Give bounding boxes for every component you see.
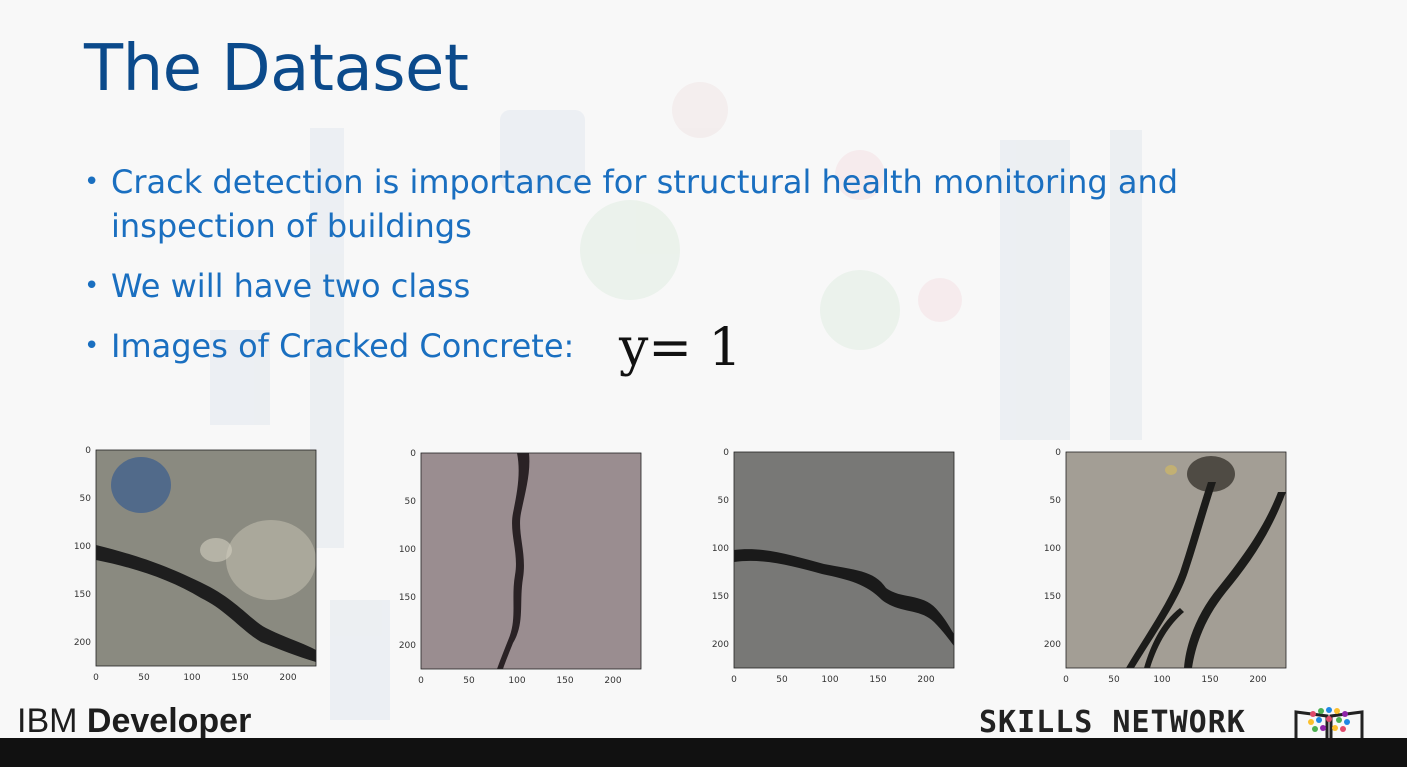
skills-network-book-icon	[1293, 706, 1365, 738]
x-tick-label: 50	[463, 676, 475, 686]
y-tick-label: 100	[73, 542, 91, 552]
x-tick-label: 50	[138, 673, 150, 683]
ibm-developer-logo	[17, 702, 251, 738]
chip-mark	[1165, 465, 1177, 475]
bullet-text: Crack detection is importance for structural health monitoring and inspection of buildings	[111, 163, 1179, 245]
watermark-shape	[330, 600, 390, 720]
x-tick-label: 150	[231, 673, 249, 683]
image-panel-3	[710, 446, 970, 686]
image-plot	[397, 447, 657, 687]
image-panel-4	[1042, 446, 1302, 686]
book-dots	[1308, 707, 1350, 732]
y-tick-label: 100	[1043, 544, 1061, 554]
y-tick-label: 150	[711, 592, 729, 602]
y-tick-label: 150	[73, 590, 91, 600]
y-tick-label: 200	[398, 641, 416, 651]
pale-patch	[200, 538, 232, 562]
x-tick-label: 50	[776, 675, 788, 685]
slide-title: The Dataset	[84, 32, 469, 106]
y-tick-label: 200	[73, 638, 91, 648]
y-tick-label: 200	[711, 640, 729, 650]
y-tick-label: 50	[1049, 496, 1061, 506]
skills-network-label: SKILLS NETWORK	[979, 705, 1246, 738]
y-tick-label: 200	[1043, 640, 1061, 650]
x-tick-label: 200	[917, 675, 935, 685]
x-tick-label: 0	[93, 673, 99, 683]
x-tick-label: 150	[1201, 675, 1219, 685]
y-tick-label: 0	[85, 446, 91, 456]
x-tick-label: 150	[869, 675, 887, 685]
x-tick-label: 50	[1108, 675, 1120, 685]
bullet-dot: •	[84, 167, 100, 197]
x-tick-label: 200	[1249, 675, 1267, 685]
x-tick-label: 0	[731, 675, 737, 685]
brand-light: IBM	[17, 702, 78, 738]
bullet-text: We will have two class	[111, 267, 471, 305]
x-tick-label: 0	[1063, 675, 1069, 685]
y-tick-label: 50	[717, 496, 729, 506]
image-panel-1	[72, 444, 332, 684]
image-plot	[72, 444, 332, 684]
concrete-image	[1066, 452, 1286, 668]
bullet-dot: •	[84, 331, 100, 361]
video-bottom-bar	[0, 738, 1407, 767]
blue-stain	[111, 457, 171, 513]
bullet-item	[84, 160, 1304, 248]
concrete-image	[421, 453, 641, 669]
x-tick-label: 100	[1153, 675, 1171, 685]
brand-bold: Developer	[86, 702, 252, 738]
image-plot	[710, 446, 970, 686]
x-tick-label: 150	[556, 676, 574, 686]
y-tick-label: 0	[410, 449, 416, 459]
y-tick-label: 100	[398, 545, 416, 555]
x-tick-label: 100	[508, 676, 526, 686]
pale-patch	[226, 520, 316, 600]
bullet-dot: •	[84, 271, 100, 301]
y-tick-label: 100	[711, 544, 729, 554]
y-tick-label: 50	[79, 494, 91, 504]
x-tick-label: 200	[604, 676, 622, 686]
y-tick-label: 150	[398, 593, 416, 603]
bullet-text: Images of Cracked Concrete:	[111, 327, 575, 365]
y-tick-label: 50	[404, 497, 416, 507]
image-plot	[1042, 446, 1302, 686]
x-tick-label: 100	[183, 673, 201, 683]
x-tick-label: 0	[418, 676, 424, 686]
image-panel-2	[397, 447, 657, 687]
watermark-shape	[672, 82, 728, 138]
bullet-item	[84, 264, 1304, 308]
y-tick-label: 0	[1055, 448, 1061, 458]
x-tick-label: 200	[279, 673, 297, 683]
label-equation: y= 1	[619, 318, 742, 378]
x-tick-label: 100	[821, 675, 839, 685]
y-tick-label: 150	[1043, 592, 1061, 602]
y-tick-label: 0	[723, 448, 729, 458]
